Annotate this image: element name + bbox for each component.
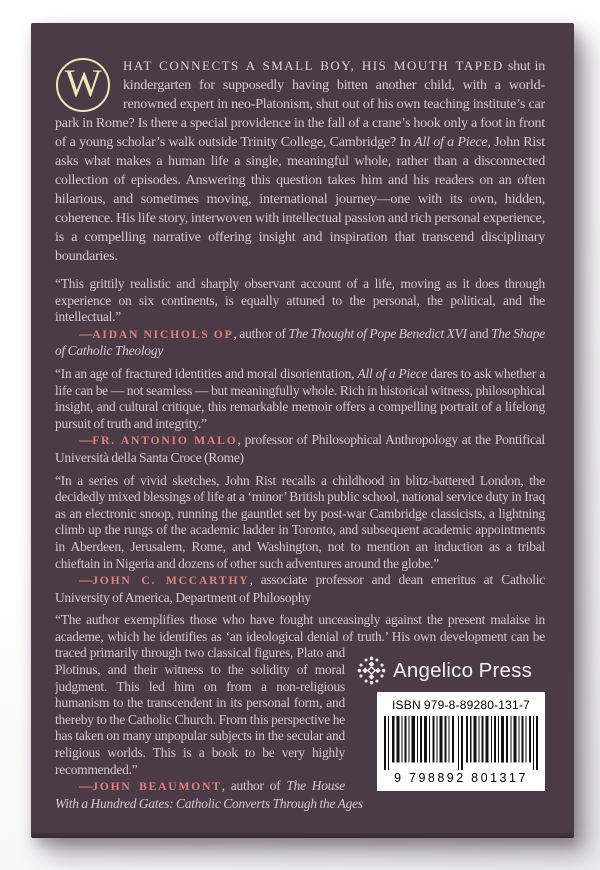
blurb-1-quote-text: “This grittily realistic and sharply observant account of a life, moving as it does through experience on six continents, is equally attuned to the personal, the political, and the intellectual.” [55, 276, 545, 325]
publisher-name: Angelico Press [393, 658, 533, 682]
blurb-2-attribution-text: —FR. ANTONIO MALO, professor of Philosophical Anthropology at the Pontifical Università della Santa Croce (Rome) [55, 432, 545, 465]
blurb-4-quote-start: “The author exemplifies those who have fought unceasingly against the present malaise in academe, which he identifies as ‘an ideological denial of truth.’ His own development can be [55, 612, 545, 644]
blurb-2-attribution [55, 432, 545, 466]
blurb-2 [55, 366, 545, 467]
publisher-block [357, 647, 545, 790]
opening-paragraph [55, 56, 545, 266]
blurb-1 [55, 276, 545, 360]
book-back-cover [31, 23, 574, 838]
blurb-3-attribution [55, 572, 545, 606]
dropcap-letter: W [64, 61, 102, 105]
isbn-barcode-box [377, 692, 545, 790]
blurb-3 [55, 473, 545, 607]
blurb-4-quote-end: traced primarily through two classical figures, Plato and Plotinus, and their witness to the solidity of moral judgment. This led him on from a non-religious humanism to the transcendent in its personal form, and thereby to the Catholic Church. From this perspective he has taken on many unpopular subjects in the secular and religious worlds. This is a book to be very highly recommended.” [55, 645, 345, 777]
blurb-3-quote [55, 473, 545, 573]
blurb-2-quote [55, 366, 545, 432]
blurb-2-quote-text: “In an age of fractured identities and moral disorientation, All of a Piece dares to ask whether a life can be — not seamless — but meaningfully whole. Rich in historical witness, philosophical insight, and cultural critique, this remarkable memoir offers a compelling portrait of a lifelong pursuit of truth and integrity.” [55, 365, 545, 431]
blurb-1-quote [55, 276, 545, 326]
blurb-3-attribution-text: —JOHN C. MCCARTHY, associate professor and dean emeritus at Catholic University of America, Department of Philosophy [55, 572, 545, 605]
blurb-1-attribution [55, 326, 545, 360]
dropcap-medallion [56, 58, 110, 112]
blurb-4-quote [55, 612, 545, 786]
angelico-cross-icon [357, 656, 386, 685]
opening-body-text: shut in kindergarten for supposedly having bitten another child, with a world-renowned expert in neo-Platonism, shut out of his own teaching institute’s car park in Rome? Is there a special providence in the fall of a crane’s hook only a foot in front of a young scholar’s walk outside Trinity College, Cambridge? In All of a Piece, John Rist asks what makes a human life a single, meaningful whole, rather than a disconnected collection of episodes. Answering this question takes him and his readers on an often hilarious, and sometimes moving, international journey—one with its own, hidden, coherence. His life story, interwoven with intellectual passion and rich personal experience, is a compelling narrative offering insight and inspiration that transcend disciplinary boundaries. [55, 59, 545, 264]
blurb-3-quote-text: “In a series of vivid sketches, John Rist recalls a childhood in blitz-battered London, the decidedly mixed blessings of life at a ‘minor’ British public school, national service duty in Iraq as an electronic snoop, running the gauntlet set by post-war Cambridge classicists, a lightning climb up the rungs of the academic ladder in Toronto, and subsequent academic appointments in Aberdeen, Jerusalem, Rome, and Washington, not to mention an induction as a tribal chieftain in Nigeria and dozens of other such adventures around the globe.” [55, 472, 545, 571]
cover-content [55, 56, 545, 822]
blurb-1-attribution-text: —AIDAN NICHOLS OP, author of The Thought of Pope Benedict XVI and The Shape of Catholic Theology [55, 325, 545, 359]
publisher-logo [357, 647, 545, 692]
blurb-4 [55, 612, 545, 812]
blurb-4-attribution-text: —JOHN BEAUMONT, author of The House With a Hundred Gates: Catholic Converts Through the Ages [55, 778, 363, 811]
isbn-label: ISBN 979-8-89280-131-7 [392, 698, 530, 713]
barcode [384, 716, 538, 770]
barcode-digits: 9 798892 801317 [394, 771, 528, 786]
opening-lead-caps: HAT CONNECTS A SMALL BOY, HIS MOUTH TAPED [123, 58, 504, 73]
